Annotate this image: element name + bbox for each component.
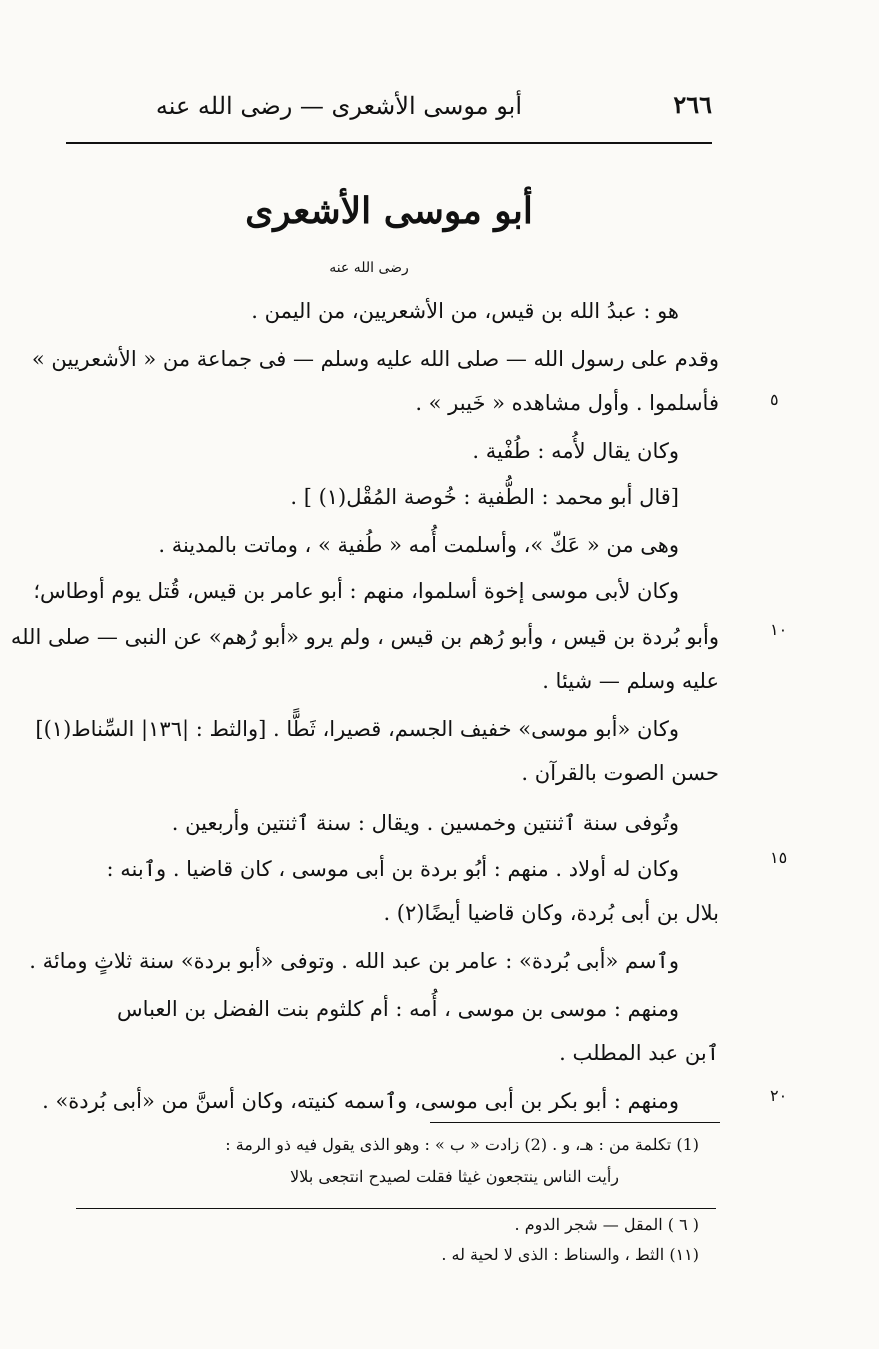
body-line: وقدم على رسول الله — صلى الله عليه وسلم — فى جماعة من « الأشعريين » — [31, 347, 719, 371]
body-line: ومنهم : أبو بكر بن أبى موسى، وٱسمه كنيته، وكان أسنَّ من «أبى بُردة» . — [42, 1089, 679, 1113]
page-header — [66, 88, 712, 128]
body-line: [قال أبو محمد : الطُّفية : خُوصة المُقْل(١) ] . — [290, 485, 679, 509]
footnote: (1) تكلمة من : هـ، و . (2) زادت « ب » : وهو الذى يقول فيه ذو الرمة : — [225, 1135, 699, 1154]
body-line: وأبو بُردة بن قيس ، وأبو رُهم بن قيس ، ولم يرو «أبو رُهم» عن النبى — صلى الله — [10, 625, 719, 649]
body-line: وكان لأبى موسى إخوة أسلموا، منهم : أبو عامر بن قيس، قُتل يوم أوطاس؛ — [33, 579, 679, 603]
body-line: بلال بن أبى بُردة، وكان قاضيا أيضًا(٢) . — [383, 901, 719, 925]
line-number-margin: ٢٠ — [770, 1086, 788, 1105]
gloss-rule — [76, 1208, 716, 1209]
chapter-subtitle: رضى الله عنه — [329, 260, 409, 276]
footnote-verse: رأيت الناس ينتجعون غيثا فقلت لصيدح انتجعى بلالا — [290, 1167, 619, 1186]
body-line: حسن الصوت بالقرآن . — [521, 761, 719, 785]
body-line: هو : عبدُ الله بن قيس، من الأشعريين، من اليمن . — [251, 299, 679, 323]
body-line: وٱسم «أبى بُردة» : عامر بن عبد الله . وتوفى «أبو بردة» سنة ثلاثٍ ومائة . — [29, 949, 679, 973]
body-line: وكان له أولاد . منهم : أبُو بردة بن أبى موسى ، كان قاضيا . وٱبنه : — [106, 857, 679, 881]
page-number: ٢٦٦ — [673, 90, 712, 119]
line-number-margin: ١٠ — [770, 620, 788, 639]
line-number-margin: ١٥ — [770, 848, 788, 867]
body-line: وكان يقال لأُمه : طُفْية . — [472, 439, 679, 463]
line-number-margin: ٥ — [770, 390, 779, 409]
chapter-title: أبو موسى الأشعرى — [245, 190, 533, 232]
gloss-note: (١١) الثط ، والسناط : الذى لا لحية له . — [441, 1245, 699, 1264]
body-line: وتُوفى سنة ٱثنتين وخمسين . ويقال : سنة ٱثنتين وأربعين . — [171, 811, 679, 835]
body-line: وهى من « عَكّ »، وأسلمت أُمه « طُفية » ، وماتت بالمدينة . — [158, 533, 679, 557]
body-line: فأسلموا . وأول مشاهده « خَيبر » . — [415, 391, 719, 415]
running-title: أبو موسى الأشعرى — رضى الله عنه — [155, 92, 522, 120]
footnote-rule — [430, 1122, 720, 1123]
gloss-note: ( ٦ ) المقل — شجر الدوم . — [514, 1215, 699, 1234]
body-line: وكان «أبو موسى» خفيف الجسم، قصيرا، ثَطًّا . [والثط : |١٣٦| السِّناط(١)] — [35, 717, 679, 741]
body-line: ٱبن عبد المطلب . — [559, 1041, 719, 1065]
body-line: ومنهم : موسى بن موسى ، أُمه : أم كلثوم بنت الفضل بن العباس — [117, 997, 679, 1021]
header-rule — [66, 142, 712, 144]
body-line: عليه وسلم — شيئا . — [542, 669, 719, 693]
